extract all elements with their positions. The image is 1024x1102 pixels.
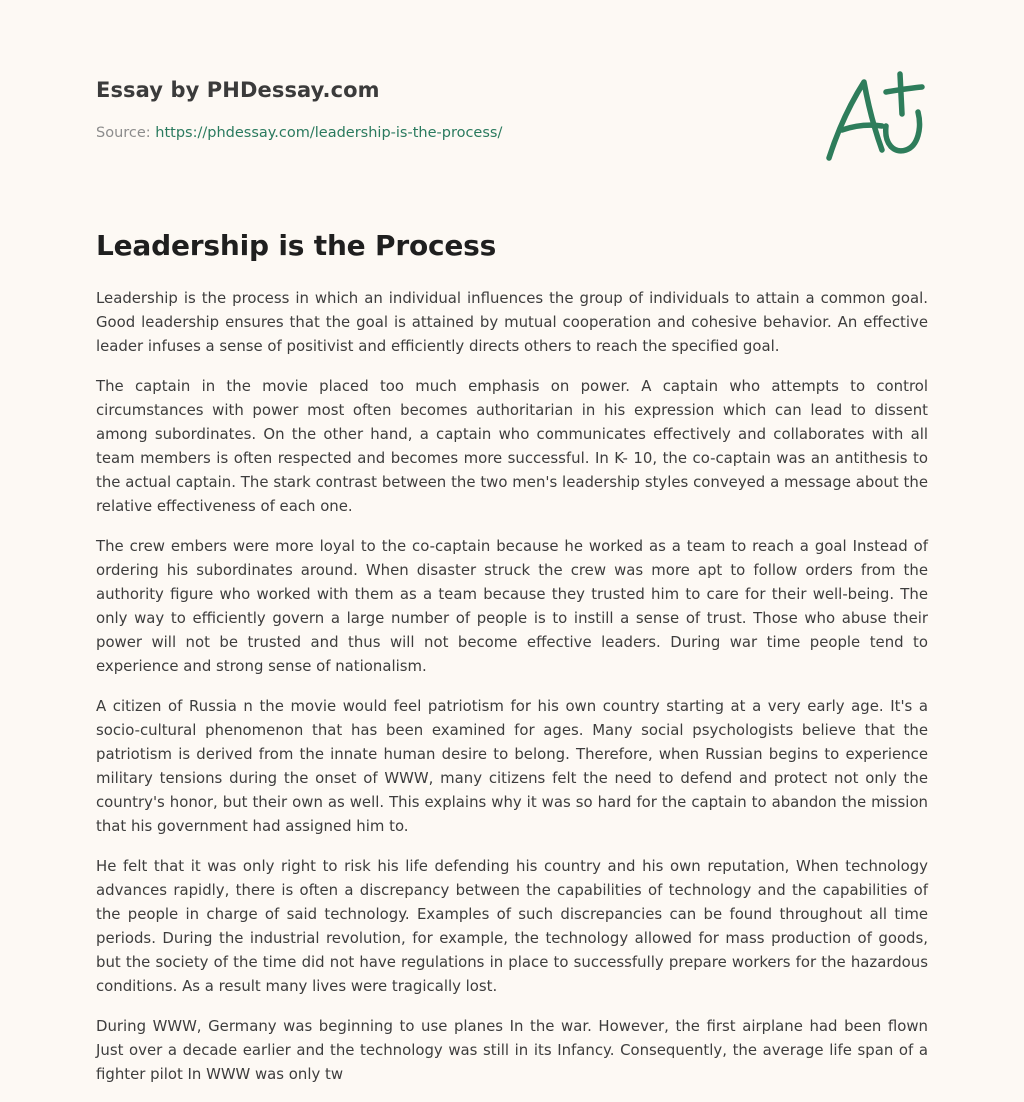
source-line [96,123,936,143]
essay-content [96,228,928,1102]
a-plus-logo-icon [824,68,928,164]
essay-paragraph: The captain in the movie placed too much emphasis on power. A captain who attempts to control circumstances with power most often becomes authoritarian in his expression which can lead to dissent among subordinates. On the other hand, a captain who communicates effectively and collaborates with all team members is often respected and becomes more successful. In K- 10, the co-captain was an antithesis to the actual captain. The stark contrast between the two men's leadership styles conveyed a message about the relative effectiveness of each one. [96,377,928,515]
source-link[interactable]: https://phdessay.com/leadership-is-the-process/ [155,125,503,141]
essay-title: Leadership is the Process [96,229,497,262]
essay-paragraph: He felt that it was only right to risk his life defending his country and his own reputation, When technology advances rapidly, there is often a discrepancy between the capabilities of technology and the capabilities of the people in charge of said technology. Examples of such discrepancies can be found throughout all time periods. During the industrial revolution, for example, the technology allowed for mass production of goods, but the society of the time did not have regulations in place to successfully prepare workers for the hazardous conditions. As a result many lives were tragically lost. [96,857,928,995]
essay-paragraph: The crew embers were more loyal to the co-captain because he worked as a team to reach a goal Instead of ordering his subordinates around. When disaster struck the crew was more apt to follow orders from the authority figure who worked with them as a team because they trusted him to care for their well-being. The only way to efficiently govern a large number of people is to instill a sense of trust. Those who abuse their power will not be trusted and thus will not become effective leaders. During war time people tend to experience and strong sense of nationalism. [96,537,928,675]
page-header [96,76,936,143]
source-label: Source: [96,125,156,141]
essay-paragraph: Leadership is the process in which an individual influences the group of individuals to attain a common goal. Good leadership ensures that the goal is attained by mutual cooperation and cohesive behavior. An effective leader infuses a sense of positivist and efficiently directs others to reach the specified goal. [96,289,928,355]
essay-paragraph: During WWW, Germany was beginning to use planes In the war. However, the first airplane had been flown Just over a decade earlier and the technology was still in its Infancy. Consequently, the average life span of a fighter pilot In WWW was only tw [96,1017,928,1083]
site-title: Essay by PHDessay.com [96,78,380,102]
a-plus-logo-svg [824,68,928,164]
essay-paragraph: A citizen of Russia n the movie would feel patriotism for his own country starting at a very early age. It's a socio-cultural phenomenon that has been examined for ages. Many social psychologists believe that the patriotism is derived from the innate human desire to belong. Therefore, when Russian begins to experience military tensions during the onset of WWW, many citizens felt the need to defend and protect not only the country's honor, but their own as well. This explains why it was so hard for the captain to abandon the mission that his government had assigned him to. [96,697,928,835]
